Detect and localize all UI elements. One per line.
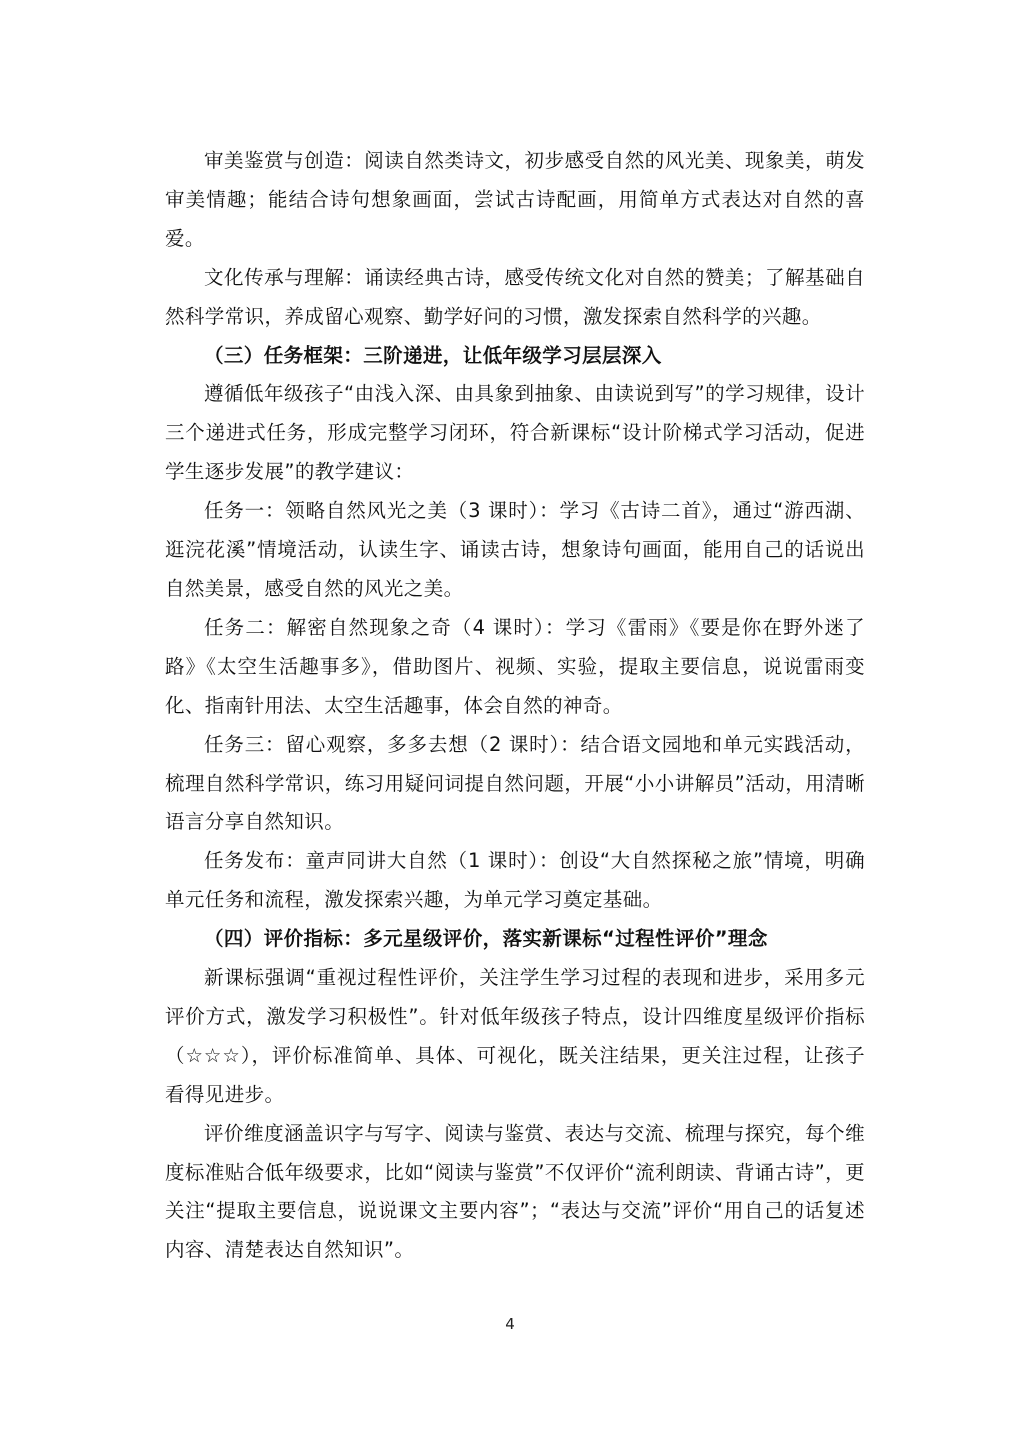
paragraph-cultural-heritage: 文化传承与理解：诵读经典古诗，感受传统文化对自然的赞美；了解基础自然科学常识，养成留心观察、勤学好问的习惯，激发探索自然科学的兴趣。 [165,265,865,328]
section-heading-task-framework: （三）任务框架：三阶递进，让低年级学习层层深入 [204,343,662,367]
paragraph-evaluation-dimensions: 评价维度涵盖识字与写字、阅读与鉴赏、表达与交流、梳理与探究，每个维度标准贴合低年级要求，比如“阅读与鉴赏”不仅评价“流利朗读、背诵古诗”，更关注“提取主要信息，说说课文主要内容”；“表达与交流”评价“用自己的话复述内容、清楚表达自然知识”。 [165,1121,865,1262]
paragraph-task-one: 任务一：领略自然风光之美（3 课时）：学习《古诗二首》，通过“游西湖、逛浣花溪”情境活动，认读生字、诵读古诗，想象诗句画面，能用自己的话说出自然美景，感受自然的风光之美。 [165,499,865,600]
paragraph-task-three: 任务三：留心观察，多多去想（2 课时）：结合语文园地和单元实践活动，梳理自然科学常识，练习用疑问词提自然问题，开展“小小讲解员”活动，用清晰语言分享自然知识。 [165,732,865,834]
paragraph-task-two: 任务二：解密自然现象之奇（4 课时）：学习《雷雨》《要是你在野外迷了路》《太空生活趣事多》，借助图片、视频、实验，提取主要信息，说说雷雨变化、指南针用法、太空生活趣事，体会自然的神奇。 [165,615,865,717]
paragraph-aesthetic-appreciation: 审美鉴赏与创造：阅读自然类诗文，初步感受自然的风光美、现象美，萌发审美情趣；能结合诗句想象画面，尝试古诗配画，用简单方式表达对自然的喜爱。 [165,149,865,250]
paragraph-evaluation-intro: 新课标强调“重视过程性评价，关注学生学习过程的表现和进步，采用多元评价方式，激发学习积极性”。针对低年级孩子特点，设计四维度星级评价指标（☆☆☆），评价标准简单、具体、可视化，既关注结果，更关注过程，让孩子看得见进步。 [165,966,865,1106]
paragraph-task-launch: 任务发布：童声同讲大自然（1 课时）：创设“大自然探秘之旅”情境，明确单元任务和流程，激发探索兴趣，为单元学习奠定基础。 [165,849,865,912]
section-heading-evaluation: （四）评价指标：多元星级评价，落实新课标“过程性评价”理念 [204,927,768,951]
paragraph-task-framework-intro: 遵循低年级孩子“由浅入深、由具象到抽象、由读说到写”的学习规律，设计三个递进式任务，形成完整学习闭环，符合新课标“设计阶梯式学习活动，促进学生逐步发展”的教学建议： [165,382,865,484]
page-number: 4 [505,1315,515,1333]
document-body [165,142,865,1270]
